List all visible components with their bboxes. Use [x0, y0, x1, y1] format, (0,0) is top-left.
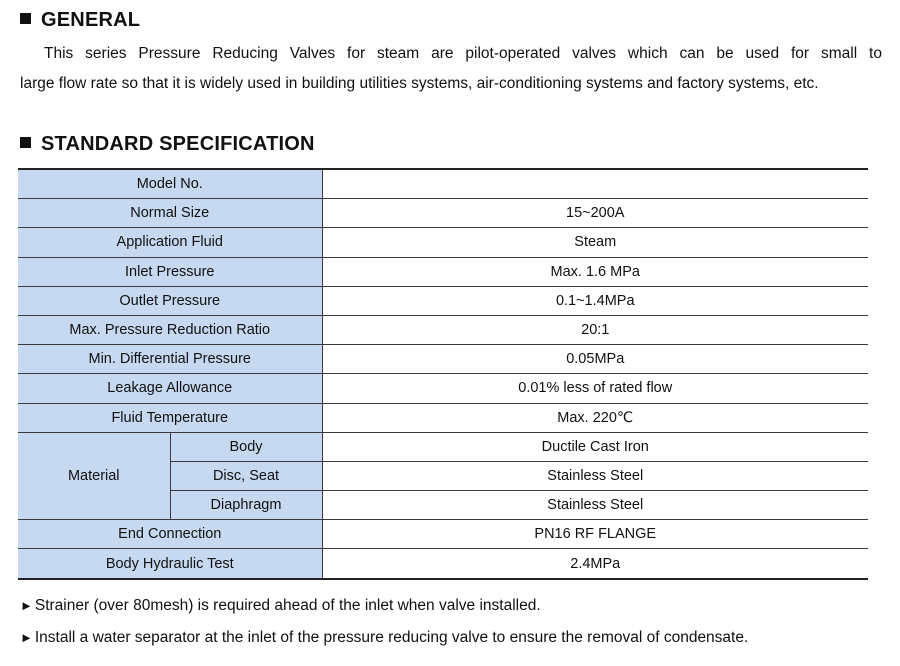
note-water-separator-text: Install a water separator at the inlet of the pressure reducing valve to ensure the removal of condensate.: [34, 629, 749, 646]
spec-value-differential-pressure: 0.05MPa: [322, 345, 868, 374]
general-text-line-2: large flow rate so that it is widely used in building utilities systems, air-conditioning systems and factory systems, etc.: [20, 75, 819, 92]
spec-value-fluid-temperature: Max. 220℃: [322, 403, 868, 432]
square-bullet-icon: [20, 13, 31, 24]
spec-label-reduction-ratio: Max. Pressure Reduction Ratio: [18, 315, 322, 344]
general-heading-text: GENERAL: [41, 9, 141, 31]
spec-value-model-no: [322, 169, 868, 199]
table-row: [18, 315, 868, 344]
spec-label-material-diaphragm: Diaphragm: [170, 491, 322, 520]
square-bullet-icon: [20, 137, 31, 148]
spec-label-material: Material: [18, 432, 170, 520]
spec-label-fluid-temperature: Fluid Temperature: [18, 403, 322, 432]
spec-label-hydraulic-test: Body Hydraulic Test: [18, 549, 322, 579]
table-row: [18, 228, 868, 257]
table-row: [18, 345, 868, 374]
spec-label-normal-size: Normal Size: [18, 199, 322, 228]
note-strainer-text: Strainer (over 80mesh) is required ahead of the inlet when valve installed.: [34, 597, 541, 614]
spec-value-application-fluid: Steam: [322, 228, 868, 257]
spec-label-material-disc-seat: Disc, Seat: [170, 461, 322, 490]
spec-value-end-connection: PN16 RF FLANGE: [322, 520, 868, 549]
spec-value-material-body: Ductile Cast Iron: [322, 432, 868, 461]
spec-value-outlet-pressure: 0.1~1.4MPa: [322, 286, 868, 315]
table-row: [18, 520, 868, 549]
table-row: [18, 257, 868, 286]
spec-value-reduction-ratio: 20:1: [322, 315, 868, 344]
table-row: [18, 403, 868, 432]
spec-value-normal-size: 15~200A: [322, 199, 868, 228]
spec-heading: [20, 133, 315, 156]
table-row: [18, 432, 868, 461]
spec-label-application-fluid: Application Fluid: [18, 228, 322, 257]
spec-table: [18, 168, 868, 580]
spec-label-leakage-allowance: Leakage Allowance: [18, 374, 322, 403]
spec-value-inlet-pressure: Max. 1.6 MPa: [322, 257, 868, 286]
spec-value-material-diaphragm: Stainless Steel: [322, 491, 868, 520]
table-row: [18, 549, 868, 579]
general-text-line-1-content: This series Pressure Reducing Valves for steam are pilot-operated valves which can be used for small to: [44, 45, 882, 62]
note-strainer: [20, 597, 541, 615]
spec-value-material-disc-seat: Stainless Steel: [322, 461, 868, 490]
general-heading: [20, 9, 140, 32]
arrow-bullet-icon: ►: [20, 630, 33, 645]
spec-value-leakage-allowance: 0.01% less of rated flow: [322, 374, 868, 403]
note-water-separator: [20, 629, 748, 647]
table-row: [18, 199, 868, 228]
spec-label-outlet-pressure: Outlet Pressure: [18, 286, 322, 315]
spec-label-end-connection: End Connection: [18, 520, 322, 549]
general-text-line-1: [20, 39, 882, 69]
spec-label-material-body: Body: [170, 432, 322, 461]
spec-label-differential-pressure: Min. Differential Pressure: [18, 345, 322, 374]
spec-value-hydraulic-test: 2.4MPa: [322, 549, 868, 579]
table-row: [18, 169, 868, 199]
arrow-bullet-icon: ►: [20, 598, 33, 613]
table-row: [18, 374, 868, 403]
spec-heading-text: STANDARD SPECIFICATION: [41, 133, 315, 155]
table-row: [18, 286, 868, 315]
spec-label-inlet-pressure: Inlet Pressure: [18, 257, 322, 286]
spec-label-model-no: Model No.: [18, 169, 322, 199]
